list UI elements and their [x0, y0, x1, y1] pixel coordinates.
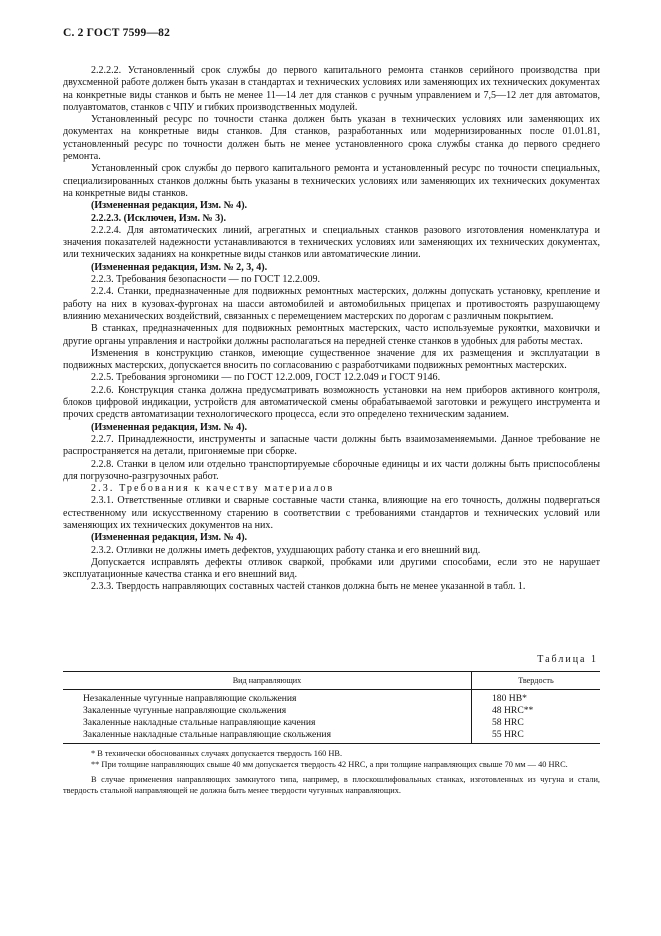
paragraph-2-2-2-3: 2.2.2.3. (Исключен, Изм. № 3).	[91, 212, 226, 224]
section-heading-2-3: 2.3. Требования к качеству материалов	[91, 483, 335, 495]
footnote-double-star: ** При толщине направляющих свыше 40 мм допускается твердость 42 HRC, а при толщине направляющих свыше 70 мм — 40 HRC.	[91, 759, 568, 769]
table-row	[63, 717, 600, 729]
hardness-cell: 55 HRC	[472, 729, 601, 744]
paragraph-mobile-controls: В станках, предназначенных для подвижных ремонтных мастерских, часто используемые рукоятки, маховички и другие органы управления и настройки должны располагаться на передней стенке станков в удобных для работы местах.	[63, 323, 600, 347]
table-row	[63, 690, 600, 706]
note-closed-guides: В случае применения направляющих замкнутого типа, например, в плоскошлифовальных станках, изготовленных из чугуна и стали, твердость стальной направляющей не должна быть менее твердости чугунных направляющих.	[63, 774, 600, 795]
paragraph-2-3-2: 2.3.2. Отливки не должны иметь дефектов, ухудшающих работу станка и его внешний вид.	[91, 544, 481, 556]
table-footnotes	[63, 749, 600, 797]
guide-type-cell: Незакаленные чугунные направляющие скольжения	[63, 690, 472, 706]
guide-type-cell: Закаленные чугунные направляющие скольжения	[63, 705, 472, 717]
guide-type-cell: Закаленные накладные стальные направляющие качения	[63, 717, 472, 729]
column-header-hardness: Твердость	[472, 672, 601, 690]
paragraph-2-2-2-2: 2.2.2.2. Установленный срок службы до первого капитального ремонта станков серийного производства при двухсменной работе должен быть указан в стандартах и технических условиях или заменяющих их технических документах на конкретные виды станков и быть не менее 11—14 лет для станков с ручным управлением и 7,5—12 лет для автоматов, полуавтоматов, станков с ЧПУ и гибких производственных модулей.	[63, 65, 600, 113]
table-row	[63, 705, 600, 717]
hardness-cell: 180 НВ*	[492, 693, 527, 704]
paragraph-2-2-7: 2.2.7. Принадлежности, инструменты и запасные части должны быть взаимозаменяемыми. Данное требование не распространяется на детали, пригоняемые при сборке.	[63, 433, 600, 458]
paragraph-design-changes: Изменения в конструкцию станков, имеющие существенное значение для их размещения и эксплуатации в подвижных мастерских, допускается вносить по согласованию с разработчиками подвижных ремонтных мастерских.	[63, 347, 600, 372]
amendment-note: (Измененная редакция, Изм. № 2, 3, 4).	[91, 261, 268, 273]
paragraph-2-3-1: 2.3.1. Ответственные отливки и сварные составные части станка, влияющие на его точность, должны подвергаться естественному или искусственному старению в соответствии с требованиями стандартов и технических условий или заменяющих их технических документов на них.	[63, 495, 600, 531]
paragraph-2-3-3: 2.3.3. Твердость направляющих составных частей станков должна быть не менее указанной в табл. 1.	[91, 581, 526, 593]
amendment-note: (Измененная редакция, Изм. № 4).	[91, 421, 248, 433]
footnote-single-star: * В технически обоснованных случаях допускается твердость 160 НВ.	[91, 749, 343, 758]
table-header-row	[63, 672, 600, 690]
page-header: С. 2 ГОСТ 7599—82	[63, 27, 171, 39]
paragraph-precision-resource: Установленный ресурс по точности станка должен быть указан в технических условиях или заменяющих их документах на конкретные виды станков. Для станков, разработанных или модернизированных после 01.01.81, установленный ресурс по точности должен быть не менее установленного срока службы станка до первого среднего ремонта.	[63, 114, 600, 163]
hardness-table	[63, 671, 600, 744]
paragraph-2-2-6: 2.2.6. Конструкция станка должна предусматривать возможность установки на нем приборов активного контроля, блоков цифровой индикации, устройств для автоматической смены обрабатываемой заготовки и режущего инструмента и прочих средств автоматизации технологического процесса, если это определено техническим заданием.	[63, 384, 600, 421]
paragraph-special-machines: Установленный срок службы до первого капитального ремонта и установленный ресурс по точности специальных, специализированных станков должны быть указаны в технических условиях или заменяющих их технических документах на конкретные виды станков.	[63, 163, 600, 199]
table-row	[63, 729, 600, 744]
document-body	[63, 65, 600, 594]
paragraph-2-2-2-4: 2.2.2.4. Для автоматических линий, агрегатных и специальных станков разового изготовления номенклатура и значения показателей надежности устанавливаются в технических условиях или заменяющих их технических документах, или технических заданиях на конкретные виды станков или автоматические линии.	[63, 224, 600, 261]
paragraph-casting-repair: Допускается исправлять дефекты отливок сваркой, пробками или другими способами, если это не нарушает эксплуатационные качества станка и его внешний вид.	[63, 556, 600, 581]
hardness-cell: 48 HRC**	[492, 705, 534, 716]
column-header-guide-type: Вид направляющих	[63, 672, 472, 690]
paragraph-2-2-5: 2.2.5. Требования эргономики — по ГОСТ 12.2.009, ГОСТ 12.2.049 и ГОСТ 9146.	[91, 372, 441, 384]
paragraph-2-2-8: 2.2.8. Станки в целом или отдельно транспортируемые сборочные единицы и их части должны быть приспособлены для погрузочно-разгрузочных работ.	[63, 458, 600, 482]
paragraph-2-2-3: 2.2.3. Требования безопасности — по ГОСТ 12.2.009.	[91, 274, 321, 286]
table-caption: Таблица 1	[537, 654, 598, 665]
guide-type-cell: Закаленные накладные стальные направляющие скольжения	[63, 729, 472, 744]
amendment-note: (Измененная редакция, Изм. № 4).	[91, 532, 248, 544]
paragraph-2-2-4: 2.2.4. Станки, предназначенные для подвижных ремонтных мастерских, должны допускать установку, крепление и работу на них в кузовах-фургонах на шасси автомобилей и автомобильных прицепах и противостоять разрушающему влиянию механических воздействий, связанных с перемещением мастерских по дорогам с различным покрытием.	[63, 286, 600, 322]
hardness-cell: 58 HRC	[492, 717, 524, 728]
amendment-note: (Измененная редакция, Изм. № 4).	[91, 200, 248, 212]
